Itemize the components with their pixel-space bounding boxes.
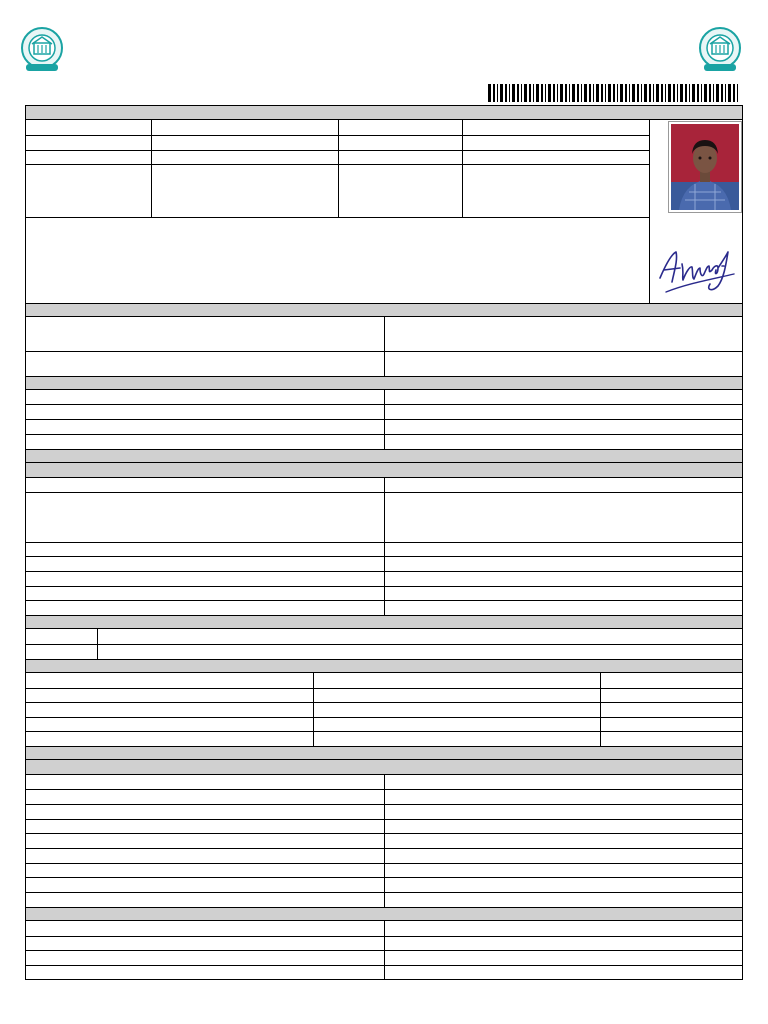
barcode-bar bbox=[605, 84, 606, 102]
barcode-bar bbox=[541, 84, 543, 102]
applicant-photo bbox=[668, 121, 742, 213]
barcode-bar bbox=[689, 84, 690, 102]
barcode-bar bbox=[577, 84, 579, 102]
barcode-bar bbox=[673, 84, 675, 102]
barcode-bar bbox=[497, 84, 498, 102]
barcode-bar bbox=[649, 84, 651, 102]
barcode-bar bbox=[536, 84, 539, 102]
barcode-bar bbox=[716, 84, 719, 102]
section-header-3 bbox=[26, 376, 742, 390]
barcode-bar bbox=[581, 84, 582, 102]
barcode-bar bbox=[701, 84, 702, 102]
barcode-bar bbox=[713, 84, 714, 102]
barcode-bar bbox=[721, 84, 723, 102]
barcode-bar bbox=[517, 84, 519, 102]
col-divider bbox=[384, 478, 385, 615]
barcode-bar bbox=[620, 84, 623, 102]
col-divider bbox=[384, 921, 385, 979]
col-divider bbox=[384, 317, 385, 376]
barcode-bar bbox=[656, 84, 659, 102]
section-header-7b bbox=[26, 760, 742, 775]
barcode-bar bbox=[560, 84, 563, 102]
barcode-bar bbox=[685, 84, 687, 102]
barcode-bar bbox=[637, 84, 639, 102]
barcode-bar bbox=[533, 84, 534, 102]
barcode-bar bbox=[488, 84, 491, 102]
barcode-bar bbox=[505, 84, 507, 102]
barcode-bar bbox=[548, 84, 551, 102]
col-divider bbox=[151, 120, 152, 217]
barcode-bar bbox=[680, 84, 683, 102]
row-divider bbox=[26, 217, 650, 218]
barcode-bar bbox=[584, 84, 587, 102]
barcode-bar bbox=[557, 84, 558, 102]
barcode-bar bbox=[593, 84, 594, 102]
barcode-bar bbox=[500, 84, 503, 102]
barcode-icon bbox=[488, 84, 740, 102]
barcode-bar bbox=[709, 84, 711, 102]
barcode-bar bbox=[608, 84, 611, 102]
col-divider bbox=[338, 120, 339, 217]
cbse-logo-left-icon bbox=[18, 26, 66, 74]
barcode-bar bbox=[493, 84, 495, 102]
col-divider bbox=[462, 120, 463, 217]
barcode-bar bbox=[521, 84, 522, 102]
barcode-bar bbox=[665, 84, 666, 102]
barcode-bar bbox=[589, 84, 591, 102]
barcode-bar bbox=[653, 84, 654, 102]
barcode-bar bbox=[728, 84, 731, 102]
barcode-bar bbox=[733, 84, 735, 102]
barcode-bar bbox=[553, 84, 555, 102]
barcode-bar bbox=[596, 84, 599, 102]
barcode-bar bbox=[545, 84, 546, 102]
applicant-signature-icon bbox=[652, 234, 738, 296]
barcode-bar bbox=[692, 84, 695, 102]
barcode-bar bbox=[569, 84, 570, 102]
barcode-bar bbox=[613, 84, 615, 102]
section-header-4 bbox=[26, 449, 742, 463]
section-header-5 bbox=[26, 615, 742, 629]
barcode-bar bbox=[661, 84, 663, 102]
barcode-bar bbox=[737, 84, 738, 102]
section-header-4b bbox=[26, 463, 742, 478]
section-header-2 bbox=[26, 303, 742, 317]
barcode-bar bbox=[572, 84, 575, 102]
row-divider bbox=[26, 644, 742, 645]
col-divider bbox=[313, 673, 314, 746]
section-header-personal bbox=[26, 106, 742, 120]
barcode-bar bbox=[668, 84, 671, 102]
cbse-logo-right-icon bbox=[696, 26, 744, 74]
barcode-bar bbox=[625, 84, 627, 102]
row-divider bbox=[26, 688, 742, 689]
barcode-bar bbox=[524, 84, 527, 102]
col-divider bbox=[97, 629, 98, 659]
barcode-bar bbox=[509, 84, 510, 102]
col-divider bbox=[384, 390, 385, 449]
row-divider bbox=[26, 717, 742, 718]
col-divider bbox=[649, 120, 650, 303]
barcode-bar bbox=[601, 84, 603, 102]
barcode-bar bbox=[704, 84, 707, 102]
section-header-8 bbox=[26, 907, 742, 921]
barcode-bar bbox=[629, 84, 630, 102]
barcode-bar bbox=[632, 84, 635, 102]
row-divider bbox=[26, 731, 742, 732]
col-divider bbox=[600, 673, 601, 746]
barcode-bar bbox=[617, 84, 618, 102]
row-divider bbox=[26, 702, 742, 703]
barcode-bar bbox=[677, 84, 678, 102]
section-header-6 bbox=[26, 659, 742, 673]
barcode-bar bbox=[512, 84, 515, 102]
barcode-bar bbox=[725, 84, 726, 102]
application-form bbox=[25, 105, 743, 980]
person-photo-icon bbox=[669, 122, 741, 212]
barcode-bar bbox=[644, 84, 647, 102]
section-header-7 bbox=[26, 746, 742, 760]
barcode-bar bbox=[697, 84, 699, 102]
barcode-bar bbox=[565, 84, 567, 102]
barcode-bar bbox=[529, 84, 531, 102]
col-divider bbox=[384, 775, 385, 907]
barcode-bar bbox=[641, 84, 642, 102]
